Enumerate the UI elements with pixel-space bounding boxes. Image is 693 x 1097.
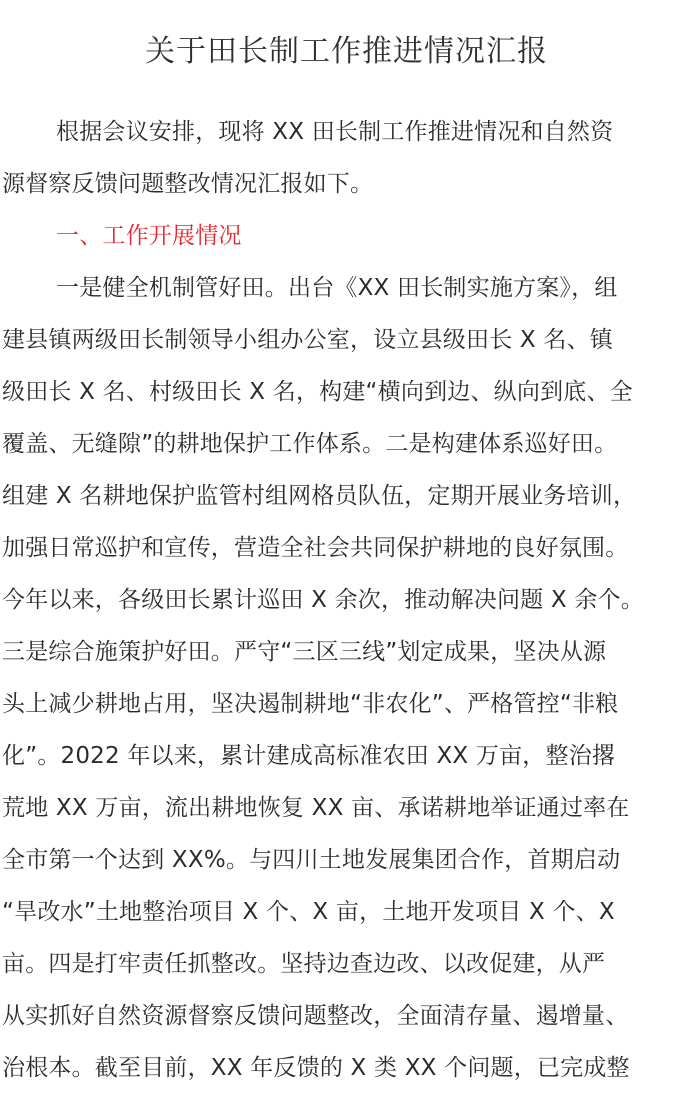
paragraph-line: 头上减少耕地占用，坚决遏制耕地“非农化”、严格管控“非粮 [2, 691, 619, 717]
paragraph-line: 级田长 X 名、村级田长 X 名，构建“横向到边、纵向到底、全 [2, 379, 633, 405]
paragraph-line: 荒地 XX 万亩，流出耕地恢复 XX 亩、承诺耕地举证通过率在 [2, 795, 630, 821]
paragraph-line: 亩。四是打牢责任抓整改。坚持边查边改、以改促建，从严 [2, 951, 606, 977]
paragraph-line: 治根本。截至目前，XX 年反馈的 X 类 XX 个问题，已完成整 [2, 1055, 630, 1081]
paragraph-line: 根据会议安排，现将 XX 田长制工作推进情况和自然资 [56, 119, 614, 145]
paragraph-line: 加强日常巡护和宣传，营造全社会共同保护耕地的良好氛围。 [2, 535, 629, 561]
document-title: 关于田长制工作推进情况汇报 [145, 34, 548, 69]
paragraph-line: 从实抓好自然资源督察反馈问题整改，全面清存量、遏增量、 [2, 1003, 629, 1029]
paragraph-line: “旱改水”土地整治项目 X 个、X 亩，土地开发项目 X 个、X [2, 899, 615, 925]
paragraph-line: 建县镇两级田长制领导小组办公室，设立县级田长 X 名、镇 [2, 327, 613, 353]
paragraph-line: 化”。2022 年以来，累计建成高标准农田 XX 万亩，整治撂 [2, 743, 616, 769]
paragraph-line: 源督察反馈问题整改情况汇报如下。 [2, 171, 374, 197]
paragraph-line: 全市第一个达到 XX%。与四川土地发展集团合作，首期启动 [2, 847, 621, 873]
paragraph-line: 一是健全机制管好田。出台《XX 田长制实施方案》，组 [56, 275, 618, 301]
paragraph-line: 覆盖、无缝隙”的耕地保护工作体系。二是构建体系巡好田。 [2, 431, 618, 457]
paragraph-line: 三是综合施策护好田。严守“三区三线”划定成果，坚决从源 [2, 639, 607, 665]
paragraph-line: 组建 X 名耕地保护监管村组网格员队伍，定期开展业务培训， [2, 483, 637, 509]
section-heading: 一、工作开展情况 [56, 223, 242, 249]
paragraph-line: 今年以来，各级田长累计巡田 X 余次，推动解决问题 X 余个。 [2, 587, 644, 613]
